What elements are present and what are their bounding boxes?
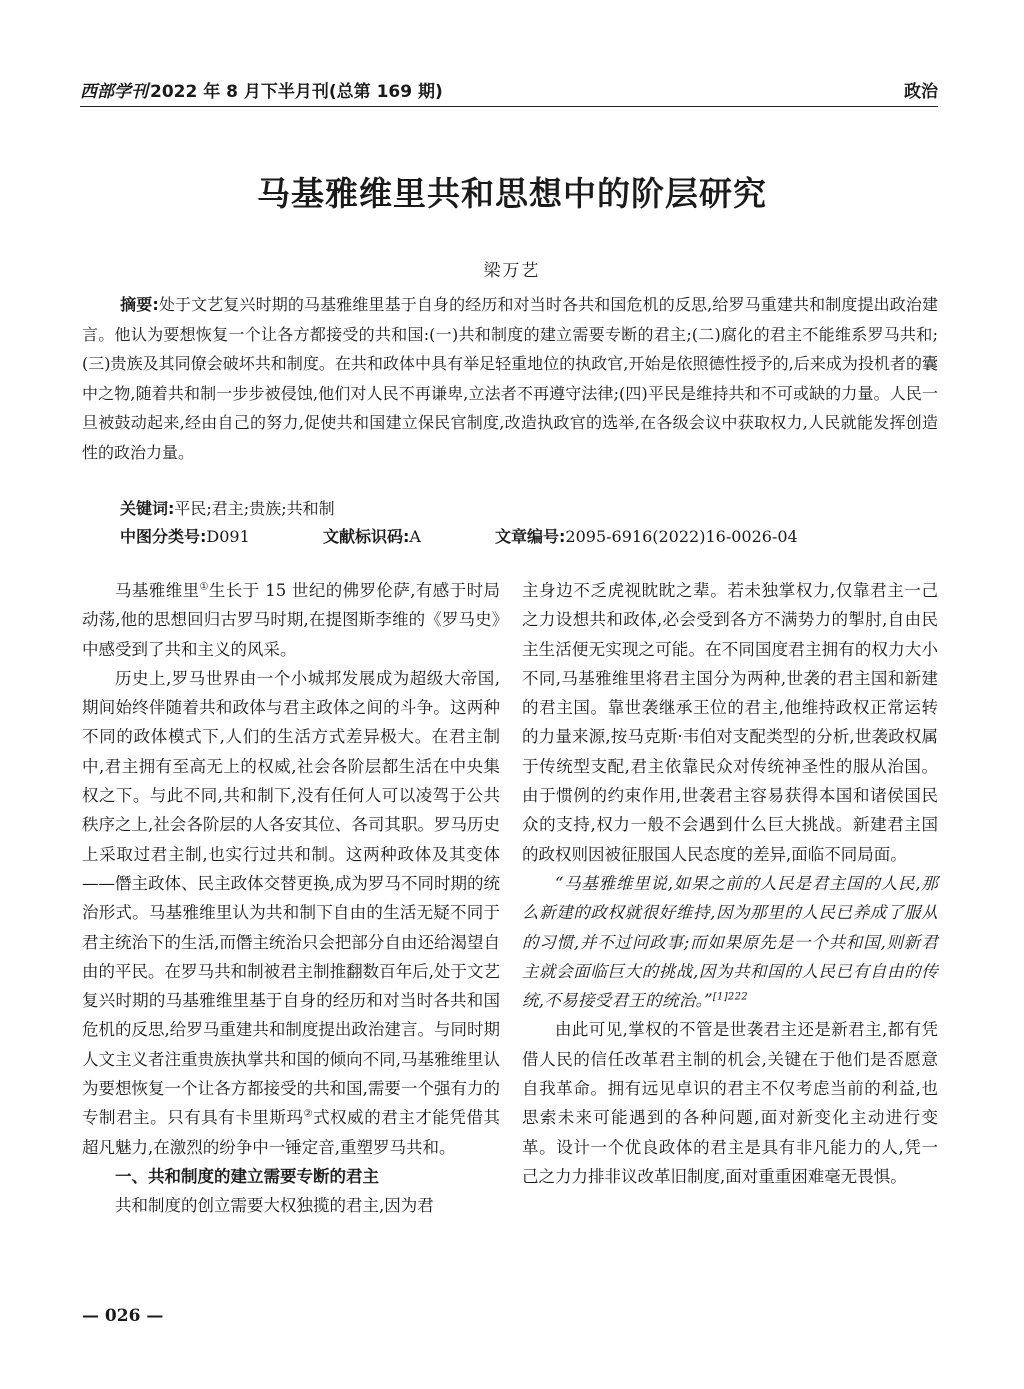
article-title: 马基雅维里共和思想中的阶层研究 [257,174,767,213]
classification-line [120,524,940,547]
doc-label: 文献标识码: [323,527,410,546]
clc-label: 中图分类号: [120,527,207,546]
author-name: 梁万艺 [483,261,541,281]
footnote-marker: ② [303,1108,314,1120]
article-no-value: 2095-6916(2022)16-0026-04 [565,527,798,546]
citation-ref: [1]222 [712,991,748,1003]
journal-name: 西部学刊 [80,82,148,102]
footnote-marker: ① [199,581,209,593]
abstract-label: 摘要: [120,295,159,314]
section-name: 政治 [904,82,938,102]
block-quote: “马基雅维里说,如果之前的人民是君主国的人民,那么新建的政权就很好维持,因为那里的人民已养成了服从的习惯,并不过问政事;而如果原先是一个共和国,则新君主就会面临巨大的挑战,因为共和国的人民已有自由的传统,不易接受君王的统治。”$^{[1]222}$ [522,873,938,1011]
keywords [120,496,335,519]
right-column [522,576,938,1191]
issue-info: 2022 年 8 月下半月刊(总第 169 期) [150,82,443,102]
paragraph: 由此可见,掌权的不管是世袭君主还是新君主,都有凭借人民的信任改革君主制的机会,关键在于他们是否愿意自我革命。拥有远见卓识的君主不仅考虑当前的利益,也思索未来可能遇到的各种问题,面对新变化主动进行变革。设计一个优良政体的君主是具有非凡能力的人,凭一己之力力排非议改革旧制度,面对重重困难毫无畏惧。 [522,1020,938,1186]
abstract [82,290,938,467]
keywords-label: 关键词: [120,499,175,518]
article-no-label: 文章编号: [495,527,566,546]
header-left [80,77,443,102]
running-header [80,72,938,107]
keywords-text: 平民;君主;贵族;共和制 [174,499,335,518]
doc-value: A [409,527,421,546]
paragraph: 马基雅维里①生长于 15 世纪的佛罗伦萨,有感于时局动荡,他的思想回归古罗马时期,在提图斯李维的《罗马史》中感受到了共和主义的风采。 [82,581,501,659]
paragraph: 历史上,罗马世界由一个小城邦发展成为超级大帝国,期间始终伴随着共和政体与君主政体之间的斗争。这两种不同的政体模式下,人们的生活方式差异极大。在君主制中,君主拥有至高无上的权威,社会各阶层都生活在中央集权之下。与此不同,共和制下,没有任何人可以凌驾于公共秩序之上,社会各阶层的人各安其位、各司其职。罗马历史上采取过君主制,也实行过共和制。这两种政体及其变体——僭主政体、民主政体交替更换,成为罗马不同时期的统治形式。马基雅维里认为共和制下自由的生活无疑不同于君主统治下的生活,而僭主统治只会把部分自由还给渴望自由的平民。在罗马共和制被君主制推翻数百年后,处于文艺复兴时期的马基雅维里基于自身的经历和对当时各共和国危机的反思,给罗马重建共和制度提出政治建言。与同时期人文主义者注重贵族执掌共和国的倾向不同,马基雅维里认为要想恢复一个让各方都接受的共和国,需要一个强有力的专制君主。只有具有卡里斯玛②式权威的君主才能凭借其超凡魅力,在激烈的纷争中一锤定音,重塑罗马共和。 [82,668,501,1157]
paragraph: 共和制度的创立需要大权独揽的君主,因为君 [115,1196,434,1216]
section-heading: 一、共和制度的建立需要专断的君主 [115,1166,379,1186]
left-column [82,576,500,1221]
abstract-text: 处于文艺复兴时期的马基雅维里基于自身的经历和对当时各共和国危机的反思,给罗马重建共和制度提出政治建言。他认为要想恢复一个让各方都接受的共和国:(一)共和制度的建立需要专断的君主;(二)腐化的君主不能维系罗马共和;(三)贵族及其同僚会破坏共和制度。在共和政体中具有举足轻重地位的执政官,开始是依照德性授予的,后来成为投机者的囊中之物,随着共和制一步步被侵蚀,他们对人民不再谦卑,立法者不再遵守法律;(四)平民是维持共和不可或缺的力量。人民一旦被鼓动起来,经由自己的努力,促使共和国建立保民官制度,改造执政官的选举,在各级会议中获取权力,人民就能发挥创造性的政治力量。 [82,295,938,462]
clc-value: D091 [206,527,250,546]
page-number: — 026 — [82,1306,164,1326]
paragraph: 主身边不乏虎视眈眈之辈。若未独掌权力,仅靠君主一己之力设想共和政体,必会受到各方不满势力的掣肘,自由民主生活便无实现之可能。在不同国度君主拥有的权力大小不同,马基雅维里将君主国分为两种,世袭的君主国和新建的君主国。靠世袭继承王位的君主,他维持政权正常运转的力量来源,按马克斯·韦伯对支配类型的分析,世袭政权属于传统型支配,君主依靠民众对传统神圣性的服从治国。由于惯例的约束作用,世袭君主容易获得本国和诸侯国民众的支持,权力一般不会遇到什么巨大挑战。新建君主国的政权则因被征服国人民态度的差异,面临不同局面。 [522,581,938,864]
